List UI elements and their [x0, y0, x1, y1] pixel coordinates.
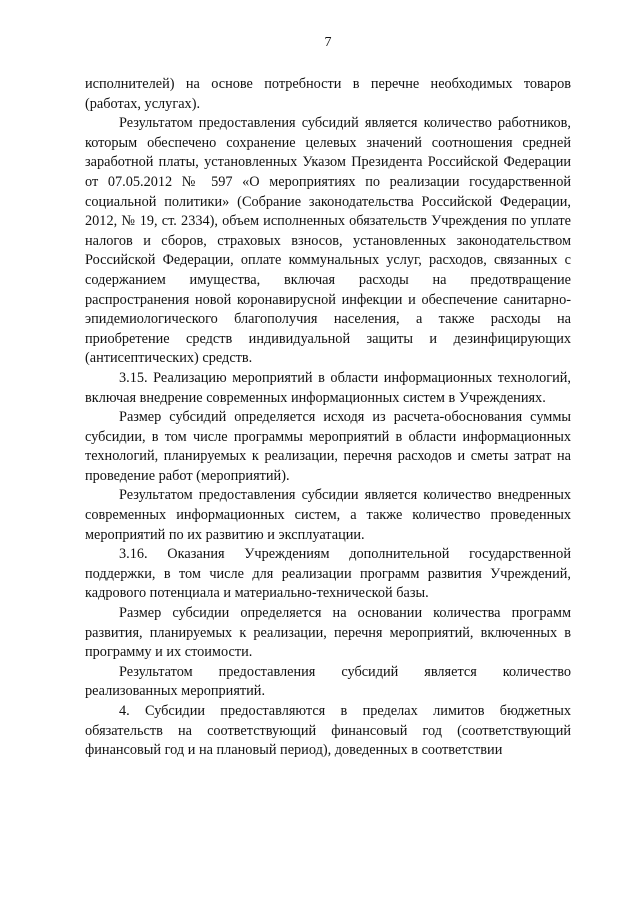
paragraph: 4. Субсидии предоставляются в пределах лимитов бюджетных обязательств на соответствующий финансовый год (соответствующий финансовый год и на плановый период), доведенных в соответствии [85, 703, 571, 759]
paragraph: 3.15. Реализацию мероприятий в области информационных технологий, включая внедрение современных информационных систем в Учреждениях. [85, 369, 571, 406]
document-body [85, 75, 571, 761]
paragraph: Размер субсидии определяется на основании количества программ развития, планируемых к реализации, перечня мероприятий, включенных в программу и их стоимости. [85, 605, 571, 661]
paragraph: Размер субсидий определяется исходя из расчета-обоснования суммы субсидии, в том числе программы мероприятий в области информационных технологий, планируемых к реализации, перечня расходов и сметы затрат на проведение работ (мероприятий). [85, 409, 571, 484]
paragraph: исполнителей) на основе потребности в перечне необходимых товаров (работах, услугах). [85, 76, 571, 112]
paragraph: Результатом предоставления субсидий является количество реализованных мероприятий. [85, 663, 571, 700]
page-number: 7 [324, 35, 332, 50]
paragraph: Результатом предоставления субсидий является количество работников, которым обеспечено сохранение целевых значений соотношения средней заработной платы, установленных Указом Президента Российской Федерации от 07.05.2012 № 597 «О мероприятиях по реализации государственной социальной политики» (Собрание законодательства Российской Федерации, 2012, № 19, ст. 2334), объем исполненных обязательств Учреждения по уплате налогов и сборов, страховых взносов, установленных законодательством Российской Федерации, оплате коммунальных услуг, расходов, связанных с содержанием имущества, включая расходы на предотвращение распространения новой коронавирусной инфекции и обеспечение санитарно-эпидемиологического благополучия населения, а также расходы на приобретение средств индивидуальной защиты и дезинфицирующих (антисептических) средств. [85, 115, 571, 367]
paragraph: Результатом предоставления субсидии является количество внедренных современных информационных систем, а также количество проведенных мероприятий по их развитию и эксплуатации. [85, 487, 571, 543]
paragraph: 3.16. Оказания Учреждениям дополнительной государственной поддержки, в том числе для реализации программ развития Учреждений, кадрового потенциала и материально-технической базы. [85, 546, 571, 602]
